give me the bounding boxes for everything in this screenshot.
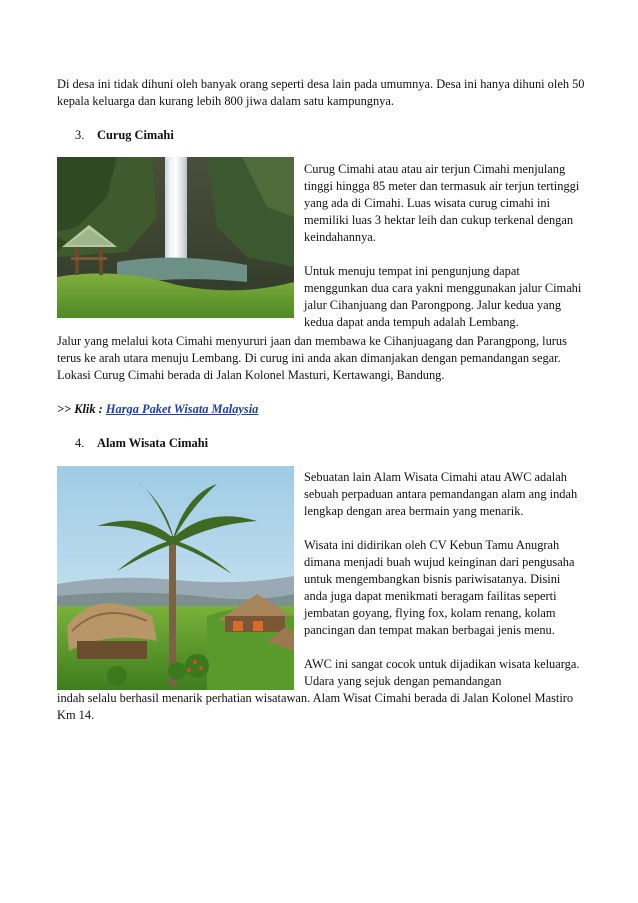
document-page: [57, 76, 585, 724]
section-4-col-paragraph-3: AWC ini sangat cocok untuk dijadikan wisata keluarga. Udara yang sejuk dengan pemandangan: [304, 657, 580, 688]
section-3-after-paragraph: Jalur yang melalui kota Cimahi menyururi jaan dan membawa ke Cihanjuagang dan Parangpong, lurus terus ke arah utara menuju Lembang. Di curug ini anda akan dimanjakan dengan pemandangan segar. Lokasi Curug Cimahi berada di Jalan Kolonel Masturi, Kertawangi, Bandung.: [57, 334, 567, 382]
section-4-after-paragraph: indah selalu berhasil menarik perhatian wisatawan. Alam Wisat Cimahi berada di Jalan Kolonel Mastiro Km 14.: [57, 691, 574, 722]
resort-palm-photo: [57, 466, 294, 690]
section-3-text-column: [304, 161, 582, 331]
section-3-col-paragraph-2: Untuk menuju tempat ini pengunjung dapat menggunkan dua cara yakni menggunakan jalur Cimahi jalur Cihanjuang dan Parongpong. Jalur kedua yang kedua dapat anda tempuh adalah Lembang.: [304, 264, 582, 329]
section-4-body: [57, 469, 585, 690]
section-3-body: [57, 161, 585, 331]
harga-paket-wisata-link[interactable]: Harga Paket Wisata Malaysia: [105, 402, 259, 416]
intro-paragraph: Di desa ini tidak dihuni oleh banyak orang seperti desa lain pada umumnya. Desa ini hanya dihuni oleh 50 kepala keluarga dan kurang lebih 800 jiwa dalam satu kampungnya.: [57, 77, 585, 108]
section-4-text-column: [304, 469, 582, 690]
section-4-title: Alam Wisata Cimahi: [97, 436, 209, 450]
klik-line: [57, 401, 585, 418]
section-3-number: 3.: [75, 128, 85, 142]
section-4-heading: [75, 435, 585, 452]
section-4-number: 4.: [75, 436, 85, 450]
waterfall-photo: [57, 157, 294, 318]
section-4-col-paragraph-2: Wisata ini didirikan oleh CV Kebun Tamu Anugrah dimana menjadi buah wujud keinginan dari pengusaha untuk mengembangkan bisnis pariwisatanya. Disini anda juga dapat menikmati beragam failitas seperti jembatan goyang, flying fox, kolam renang, kolam pancingan dan tempat makan berbagai jenis menu.: [304, 538, 575, 637]
section-4-col-paragraph-1: Sebuatan lain Alam Wisata Cimahi atau AWC adalah sebuah perpaduan antara pemandangan alam ang indah lengkap dengan area bermain yang menarik.: [304, 470, 578, 518]
klik-prefix: >> Klik :: [57, 402, 106, 416]
section-3-heading: [75, 127, 585, 144]
section-3-title: Curug Cimahi: [97, 128, 174, 142]
section-3-col-paragraph-1: Curug Cimahi atau atau air terjun Cimahi menjulang tinggi hingga 85 meter dan termasuk air terjun tertinggi yang ada di Cimahi. Luas wisata curug cimahi ini memiliki luas 3 hektar leih dan cukup terkenal dengan keindahannya.: [304, 162, 580, 244]
